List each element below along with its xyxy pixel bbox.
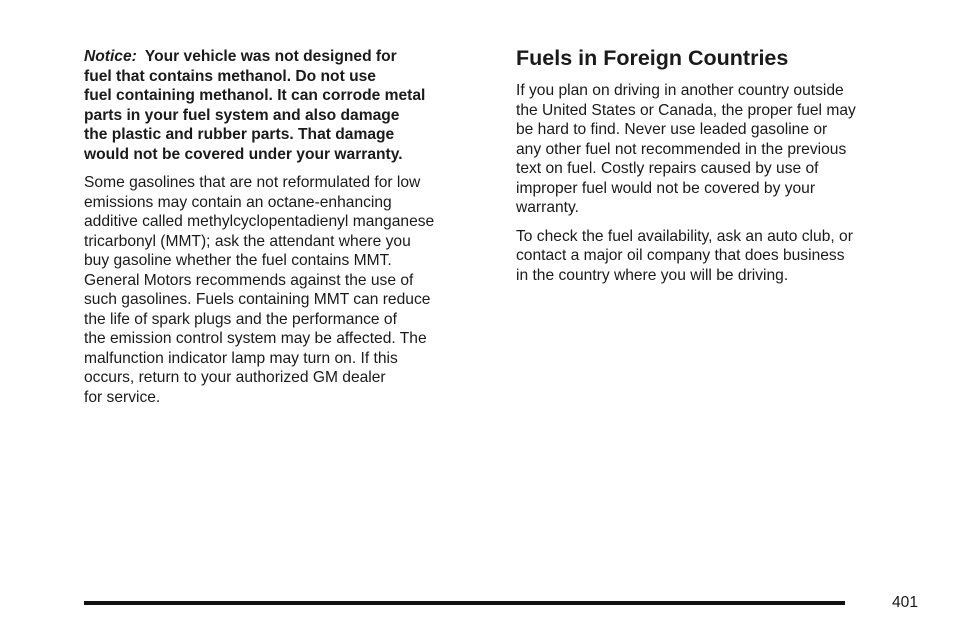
foreign-fuel-paragraph (516, 81, 916, 218)
paragraph-line: contact a major oil company that does business (516, 247, 845, 264)
paragraph-line: such gasolines. Fuels containing MMT can reduce (84, 291, 431, 308)
paragraph-line: tricarbonyl (MMT); ask the attendant where you (84, 232, 411, 250)
notice-line (84, 47, 484, 67)
paragraph-line: buy gasoline whether the fuel contains MMT. (84, 252, 392, 269)
page-number: 401 (891, 594, 918, 611)
fuel-availability-paragraph (516, 227, 916, 286)
paragraph-line: the United States or Canada, the proper fuel may (516, 101, 856, 119)
notice-line: would not be covered under your warranty. (84, 145, 403, 163)
paragraph-line: additive called methylcyclopentadienyl manganese (84, 213, 435, 230)
paragraph-line: If you plan on driving in another country outside (516, 82, 844, 99)
notice-line: parts in your fuel system and also damage (84, 106, 400, 124)
right-column (516, 45, 916, 294)
paragraph-line: improper fuel would not be covered by your (516, 179, 816, 197)
paragraph-line: Some gasolines that are not reformulated for low (84, 174, 421, 191)
paragraph-line: any other fuel not recommended in the previous (516, 140, 847, 158)
paragraph-line: be hard to find. Never use leaded gasoline or (516, 121, 828, 138)
left-column (84, 47, 484, 416)
mmt-paragraph (84, 173, 484, 407)
paragraph-line: occurs, return to your authorized GM dealer (84, 369, 386, 386)
notice-line: fuel containing methanol. It can corrode metal (84, 87, 426, 104)
paragraph-line: General Motors recommends against the use of (84, 271, 414, 289)
paragraph-line: text on fuel. Costly repairs caused by use of (516, 160, 819, 177)
footer-rule (84, 601, 845, 605)
paragraph-line: the emission control system may be affected. The (84, 330, 427, 347)
notice-label: Notice: (84, 48, 137, 65)
paragraph-line: the life of spark plugs and the performance of (84, 310, 397, 328)
section-heading: Fuels in Foreign Countries (516, 46, 789, 70)
paragraph-line: in the country where you will be driving. (516, 266, 789, 284)
paragraph-line: To check the fuel availability, ask an auto club, or (516, 227, 853, 245)
notice-line-text: Your vehicle was not designed for (144, 48, 397, 65)
notice-line: the plastic and rubber parts. That damage (84, 126, 395, 143)
paragraph-line: malfunction indicator lamp may turn on. If this (84, 349, 398, 367)
methanol-notice (84, 47, 484, 164)
paragraph-line: warranty. (516, 199, 579, 216)
paragraph-line: emissions may contain an octane-enhancing (84, 193, 392, 211)
paragraph-line: for service. (84, 388, 161, 406)
notice-line: fuel that contains methanol. Do not use (84, 67, 376, 85)
